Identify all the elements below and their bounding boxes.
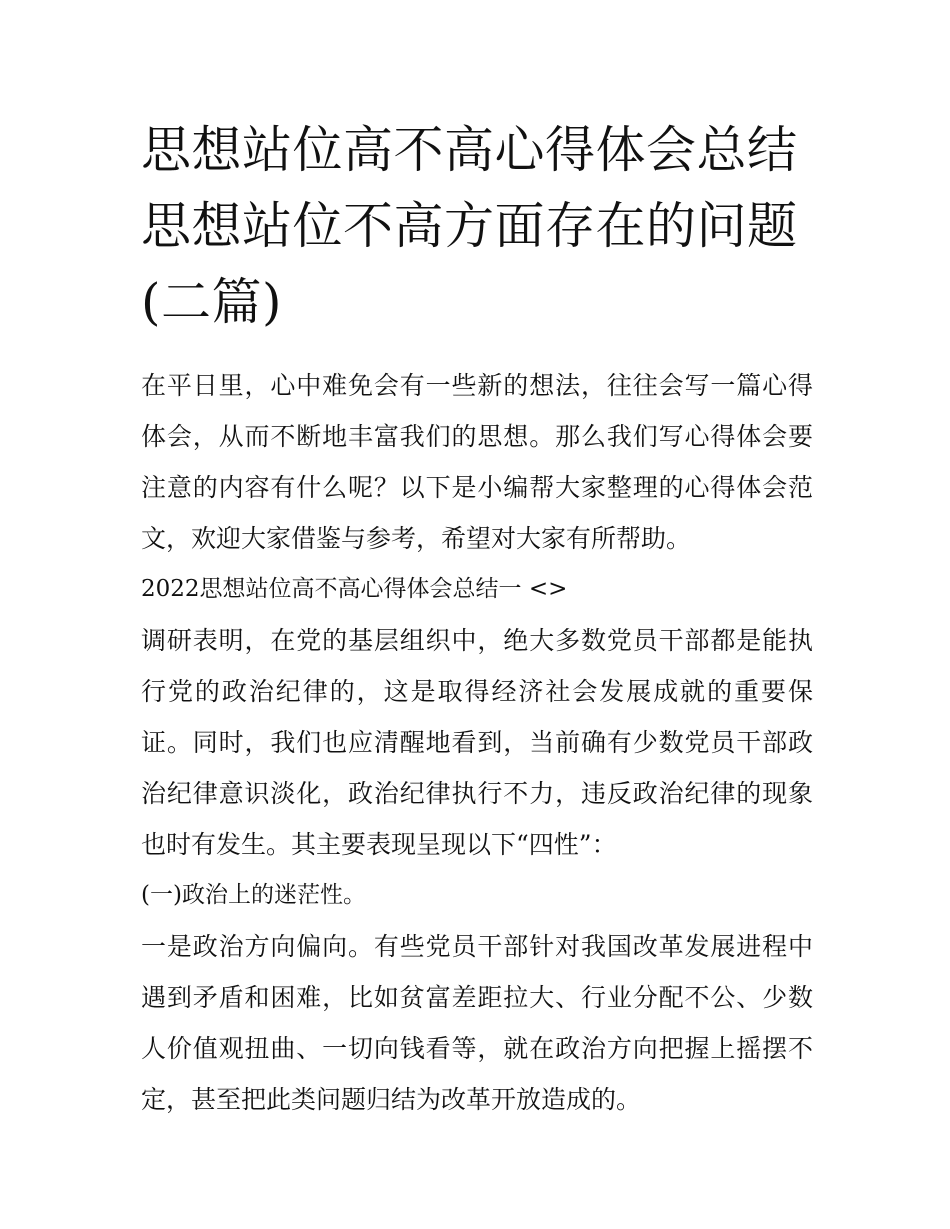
body-paragraph: 一是政治方向偏向。有些党员干部针对我国改革发展进程中遇到矛盾和困难，比如贫富差距拉大、行业分配不公、少数人价值观扭曲、一切向钱看等，就在政治方向把握上摇摆不定，甚至把此类问题归结为改革开放造成的。	[141, 932, 813, 1114]
intro-paragraph: 在平日里，心中难免会有一些新的想法，往往会写一篇心得体会，从而不断地丰富我们的思想。那么我们写心得体会要注意的内容有什么呢？以下是小编帮大家整理的心得体会范文，欢迎大家借鉴与参考，希望对大家有所帮助。	[141, 371, 813, 553]
section-heading: 2022思想站位高不高心得体会总结一 <>	[141, 576, 568, 602]
document-page	[141, 112, 813, 1125]
subsection-heading: (一)政治上的迷茫性。	[141, 882, 366, 908]
document-title: 思想站位高不高心得体会总结思想站位不高方面存在的问题(二篇)	[141, 121, 798, 331]
body-paragraph: 调研表明，在党的基层组织中，绝大多数党员干部都是能执行党的政治纪律的，这是取得经济社会发展成就的重要保证。同时，我们也应清醒地看到，当前确有少数党员干部政治纪律意识淡化，政治纪律执行不力，违反政治纪律的现象也时有发生。其主要表现呈现以下“四性”：	[141, 626, 813, 859]
document-body	[141, 360, 813, 1125]
